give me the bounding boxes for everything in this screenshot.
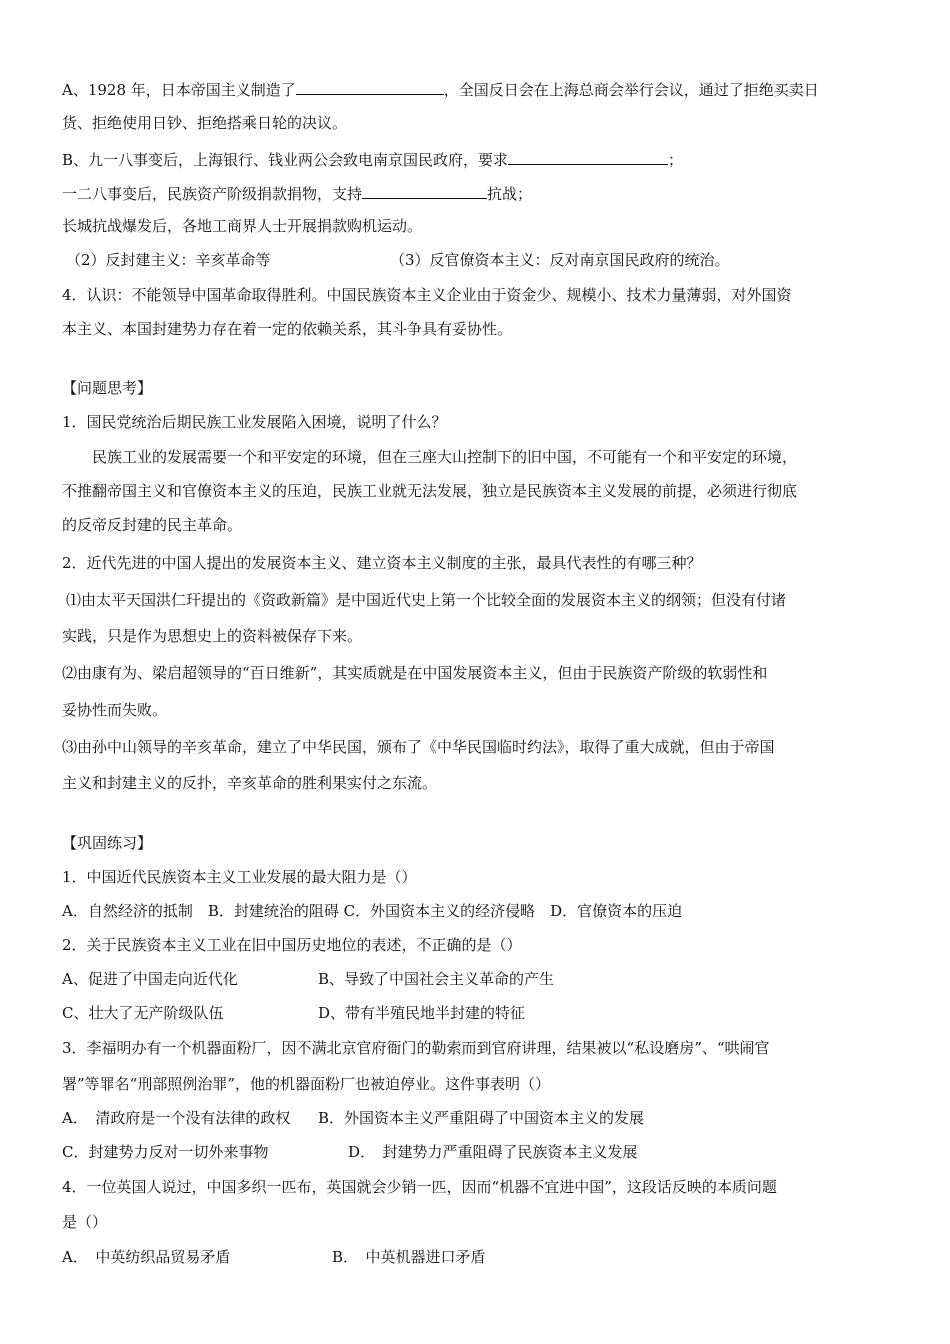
practice-q2: 2．关于民族资本主义工业在旧中国历史地位的表述，不正确的是（） xyxy=(62,936,522,954)
item-a-text-after: ，全国反日会在上海总商会举行会议，通过了拒绝买卖日 xyxy=(443,81,819,99)
practice-q3-option-b: B．外国资本主义严重阻碍了中国资本主义的发展 xyxy=(318,1109,645,1127)
practice-q2-option-a: A、促进了中国走向近代化 xyxy=(62,970,238,988)
item-f-line2: 本主义、本国封建势力存在着一定的依赖关系，其斗争具有妥协性。 xyxy=(62,320,513,338)
item-a-line1 xyxy=(62,78,819,100)
item-e2: （3）反官僚资本主义：反对南京国民政府的统治。 xyxy=(390,251,730,269)
practice-q2-option-c: C、壮大了无产阶级队伍 xyxy=(62,1004,224,1022)
section-practice-heading: 【巩固练习】 xyxy=(62,834,153,852)
practice-q3-line1: 3．李福明办有一个机器面粉厂，因不满北京官府衙门的勒索而到官府讲理，结果被以“私设磨房”、“哄闹官 xyxy=(62,1039,770,1057)
item-b-line xyxy=(62,148,683,170)
item-c-text: 一二八事变后，民族资产阶级捐款捐物，支持 xyxy=(62,185,363,203)
fill-blank-1 xyxy=(296,78,444,95)
item-c-text-after: 抗战； xyxy=(487,185,533,203)
item-a-line2: 货、拒绝使用日钞、拒绝搭乘日轮的决议。 xyxy=(62,114,348,132)
think-a1-line2: 不推翻帝国主义和官僚资本主义的压迫，民族工业就无法发展，独立是民族资本主义发展的前提，必须进行彻底 xyxy=(62,482,798,500)
think-q2: 2．近代先进的中国人提出的发展资本主义、建立资本主义制度的主张，最具代表性的有哪三种？ xyxy=(62,554,702,572)
practice-q2-option-b: B、导致了中国社会主义革命的产生 xyxy=(318,970,555,988)
item-e1: （2）反封建主义：辛亥革命等 xyxy=(66,251,271,269)
think-a2-line2: 实践，只是作为思想史上的资料被保存下来。 xyxy=(62,627,363,645)
item-b-text-after: ； xyxy=(668,151,684,169)
practice-q4-option-a: A． 中英纺织品贸易矛盾 xyxy=(62,1248,231,1266)
item-b-text: B、九一八事变后，上海银行、钱业两公会致电南京国民政府，要求 xyxy=(62,151,509,169)
fill-blank-3 xyxy=(362,182,487,199)
item-d-line: 长城抗战爆发后，各地工商界人士开展捐款购机运动。 xyxy=(62,217,423,235)
practice-q4-option-b: B． 中英机器进口矛盾 xyxy=(332,1248,486,1266)
practice-q3-option-c: C．封建势力反对一切外来事物 xyxy=(62,1143,269,1161)
think-q1: 1．国民党统治后期民族工业发展陷入困境，说明了什么？ xyxy=(62,413,447,431)
practice-q3-line2: 署”等罪名“刑部照例治罪”，他的机器面粉厂也被迫停业。这件事表明（） xyxy=(62,1075,551,1093)
fill-blank-2 xyxy=(508,148,668,165)
think-a1-line3: 的反帝反封建的民主革命。 xyxy=(62,516,243,534)
practice-q1-options: A．自然经济的抵制 B．封建统治的阻碍 C．外国资本主义的经济侵略 D．官僚资本的压迫 xyxy=(62,902,683,920)
think-a1-line1: 民族工业的发展需要一个和平安定的环境，但在三座大山控制下的旧中国，不可能有一个和平安定的环境， xyxy=(92,448,798,466)
practice-q4-line2: 是（） xyxy=(62,1213,108,1231)
think-a2-line3: ⑵由康有为、梁启超领导的“百日维新”，其实质就是在中国发展资本主义，但由于民族资产阶级的软弱性和 xyxy=(62,664,768,682)
think-a2-line1: ⑴由太平天国洪仁玕提出的《资政新篇》是中国近代史上第一个比较全面的发展资本主义的纲领；但没有付诸 xyxy=(66,591,787,609)
item-f-line1: 4．认识：不能领导中国革命取得胜利。中国民族资本主义企业由于资金少、规模小、技术力量薄弱，对外国资 xyxy=(62,286,792,304)
practice-q3-option-a: A． 清政府是一个没有法律的政权 xyxy=(62,1109,291,1127)
practice-q2-option-d: D、带有半殖民地半封建的特征 xyxy=(318,1004,526,1022)
practice-q1: 1．中国近代民族资本主义工业发展的最大阻力是（） xyxy=(62,868,417,886)
think-a2-line6: 主义和封建主义的反扑，辛亥革命的胜利果实付之东流。 xyxy=(62,774,438,792)
item-c-line xyxy=(62,182,532,204)
practice-q3-option-d: D． 封建势力严重阻碍了民族资本主义发展 xyxy=(348,1143,638,1161)
item-a-text: A、1928 年，日本帝国主义制造了 xyxy=(62,81,296,99)
think-a2-line5: ⑶由孙中山领导的辛亥革命，建立了中华民国，颁布了《中华民国临时约法》，取得了重大成就，但由于帝国 xyxy=(62,738,775,756)
section-think-heading: 【问题思考】 xyxy=(62,379,153,397)
think-a2-line4: 妥协性而失败。 xyxy=(62,701,168,719)
practice-q4-line1: 4．一位英国人说过，中国多织一匹布，英国就会少销一匹，因而“机器不宜进中国”，这段话反映的本质问题 xyxy=(62,1178,777,1196)
